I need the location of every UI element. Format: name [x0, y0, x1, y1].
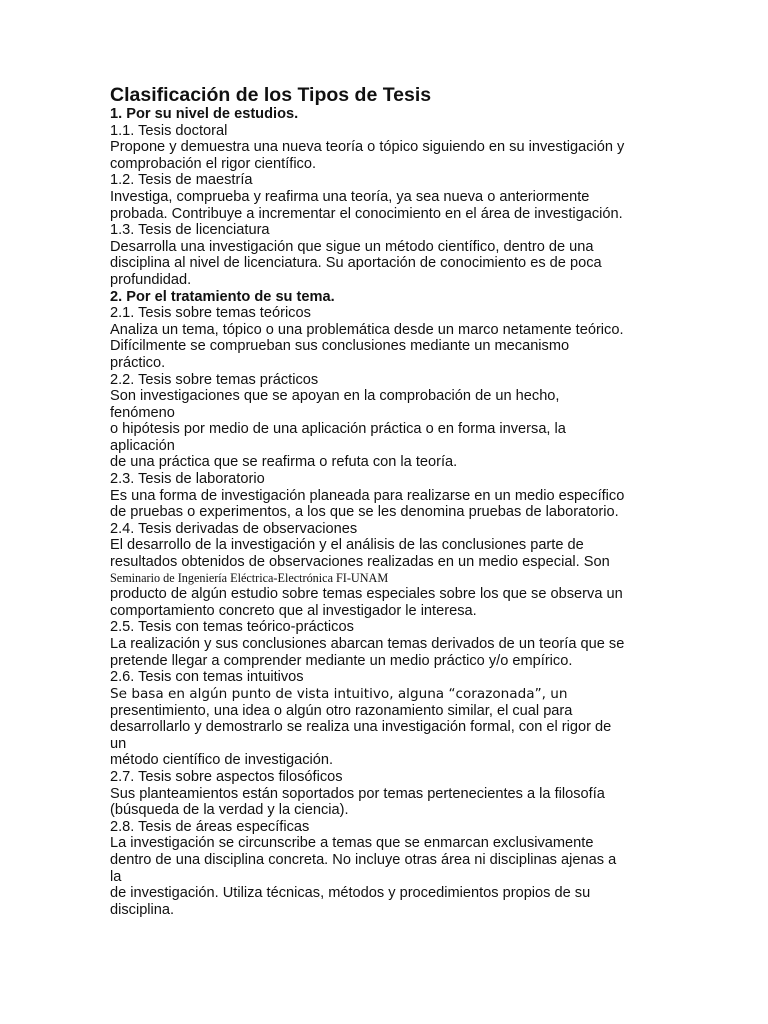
paragraph-line: Es una forma de investigación planeada para realizarse en un medio específico	[110, 487, 625, 504]
section-heading: 2. Por el tratamiento de su tema.	[110, 288, 335, 305]
paragraph-line: probada. Contribuye a incrementar el conocimiento en el área de investigación.	[110, 205, 623, 222]
paragraph-line: de investigación. Utiliza técnicas, métodos y procedimientos propios de su	[110, 885, 591, 902]
paragraph-line: comportamiento concreto que al investigador le interesa.	[110, 602, 477, 619]
paragraph-line: Se basa en algún punto de vista intuitivo, alguna “corazonada”, un	[110, 685, 568, 702]
paragraph-line: dentro de una disciplina concreta. No incluye otras área ni disciplinas ajenas a	[110, 852, 617, 869]
subsection-heading: 2.5. Tesis con temas teórico-prácticos	[110, 619, 354, 636]
paragraph-line: pretende llegar a comprender mediante un medio práctico y/o empírico.	[110, 652, 573, 669]
paragraph-line: Investiga, comprueba y reafirma una teoría, ya sea nueva o anteriormente	[110, 188, 590, 205]
paragraph-line: Sus planteamientos están soportados por temas pertenecientes a la filosofía	[110, 785, 605, 802]
paragraph-line: La realización y sus conclusiones abarcan temas derivados de un teoría que se	[110, 635, 625, 652]
subsection-heading: 1.1. Tesis doctoral	[110, 122, 228, 139]
paragraph-line: de una práctica que se reafirma o refuta con la teoría.	[110, 454, 458, 471]
paragraph-line: un	[110, 735, 127, 752]
paragraph-line: aplicación	[110, 437, 175, 454]
paragraph-line: Difícilmente se comprueban sus conclusiones mediante un mecanismo	[110, 338, 570, 355]
section-heading: 1. Por su nivel de estudios.	[110, 106, 299, 122]
paragraph-line: resultados obtenidos de observaciones realizadas en un medio especial. Son	[110, 554, 610, 571]
paragraph-line: práctico.	[110, 354, 166, 371]
paragraph-line: (búsqueda de la verdad y la ciencia).	[110, 802, 349, 819]
paragraph-line: El desarrollo de la investigación y el análisis de las conclusiones parte de	[110, 537, 584, 554]
paragraph-line: fenómeno	[110, 404, 175, 421]
subsection-heading: 2.8. Tesis de áreas específicas	[110, 818, 310, 835]
subsection-heading: 2.4. Tesis derivadas de observaciones	[110, 520, 358, 537]
subsection-heading: 2.3. Tesis de laboratorio	[110, 471, 265, 488]
paragraph-line: de pruebas o experimentos, a los que se les denomina pruebas de laboratorio.	[110, 504, 619, 521]
subsection-heading: 2.7. Tesis sobre aspectos filosóficos	[110, 769, 343, 786]
paragraph-line: disciplina al nivel de licenciatura. Su aportación de conocimiento es de poca	[110, 255, 602, 272]
subsection-heading: 2.6. Tesis con temas intuitivos	[110, 669, 304, 686]
paragraph-line: o hipótesis por medio de una aplicación práctica o en forma inversa, la	[110, 421, 566, 438]
paragraph-line: desarrollarlo y demostrarlo se realiza una investigación formal, con el rigor de	[110, 719, 612, 736]
subsection-heading: 1.3. Tesis de licenciatura	[110, 222, 270, 239]
paragraph-line: profundidad.	[110, 271, 192, 288]
paragraph-line: Propone y demuestra una nueva teoría o tópico siguiendo en su investigación y	[110, 139, 625, 156]
paragraph-line: comprobación el rigor científico.	[110, 155, 317, 172]
subsection-heading: 2.2. Tesis sobre temas prácticos	[110, 371, 319, 388]
paragraph-line: Son investigaciones que se apoyan en la comprobación de un hecho,	[110, 388, 560, 405]
subsection-heading: 2.1. Tesis sobre temas teóricos	[110, 305, 311, 322]
paragraph-line: disciplina.	[110, 901, 175, 918]
page-title: Clasificación de los Tipos de Tesis	[110, 84, 432, 106]
source-footer: Seminario de Ingeniería Eléctrica-Electrónica FI-UNAM	[110, 570, 389, 585]
paragraph-line: producto de algún estudio sobre temas especiales sobre los que se observa un	[110, 586, 623, 603]
paragraph-line: Analiza un tema, tópico o una problemática desde un marco netamente teórico.	[110, 321, 624, 338]
document-body	[110, 84, 670, 918]
paragraph-line: Desarrolla una investigación que sigue un método científico, dentro de una	[110, 238, 594, 255]
paragraph-line: presentimiento, una idea o algún otro razonamiento similar, el cual para	[110, 702, 573, 719]
subsection-heading: 1.2. Tesis de maestría	[110, 172, 253, 189]
paragraph-line: método científico de investigación.	[110, 752, 334, 769]
paragraph-line: la	[110, 868, 122, 885]
paragraph-line: La investigación se circunscribe a temas que se enmarcan exclusivamente	[110, 835, 594, 852]
